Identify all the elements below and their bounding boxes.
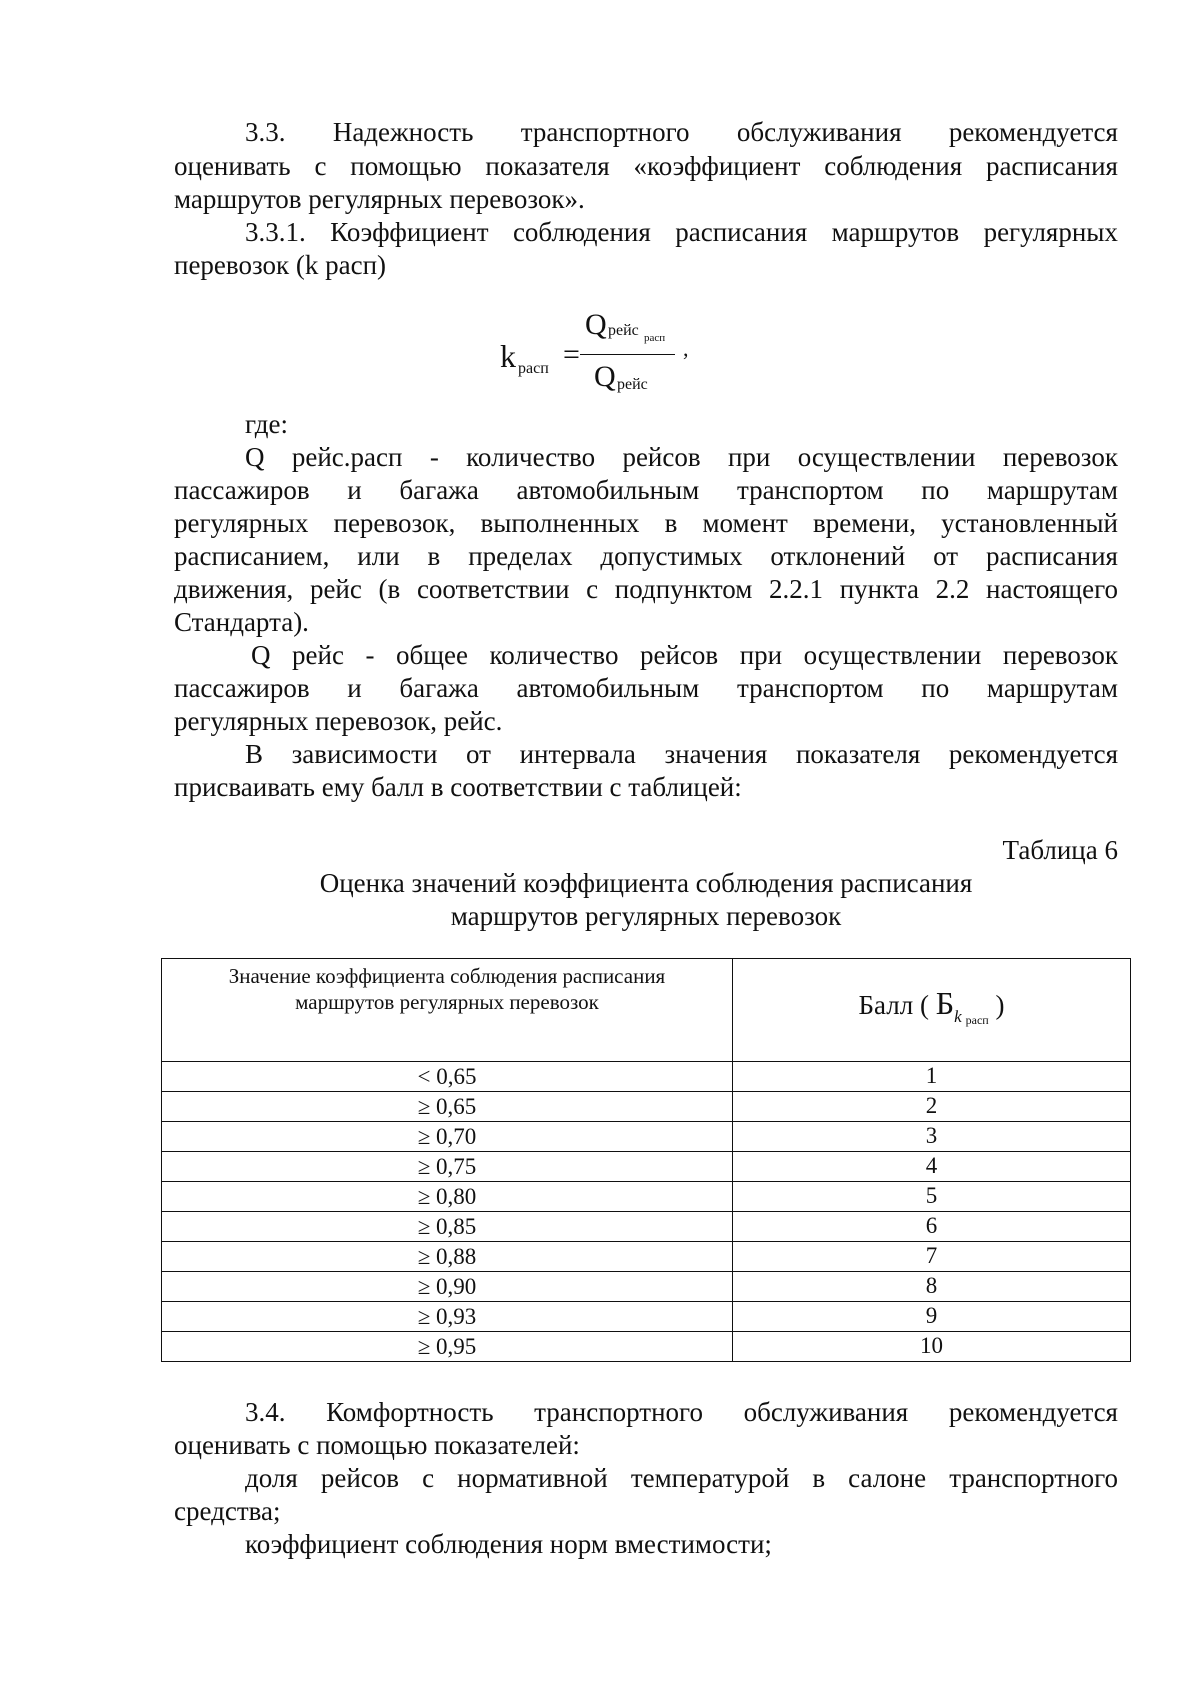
table-header-score-suffix: ) xyxy=(995,989,1005,1020)
table-row xyxy=(162,1092,1131,1122)
formula-numerator-subscript: рейс xyxy=(608,322,639,339)
table-header-score-symbol: Б xyxy=(935,984,955,1021)
word: рекомендуется xyxy=(948,739,1118,769)
bullet-temperature-line-2: средства; xyxy=(174,1496,281,1526)
word: помощью xyxy=(350,151,462,181)
word: транспортного xyxy=(949,1463,1118,1493)
word: рекомендуется xyxy=(948,117,1118,147)
formula-k-rasp xyxy=(480,300,700,410)
table-cell-value: ≥ 0,80 xyxy=(162,1182,733,1212)
word: транспортного xyxy=(520,117,690,147)
word: осуществлении xyxy=(803,640,982,670)
table-row xyxy=(162,1302,1131,1332)
paragraph-3-3-line-1 xyxy=(245,116,1118,148)
word: рейс.расп xyxy=(291,442,403,472)
word: количество xyxy=(489,640,619,670)
word: или xyxy=(357,541,400,571)
word: в xyxy=(664,508,678,538)
word: салоне xyxy=(848,1463,927,1493)
word: значения xyxy=(664,739,768,769)
definition-q-rasp-line-3 xyxy=(174,507,1118,539)
word: - xyxy=(429,442,439,472)
word: перевозок, xyxy=(333,508,456,538)
word: с xyxy=(422,1463,435,1493)
paragraph-3-4-line-1 xyxy=(245,1396,1118,1428)
table-title-line-1: Оценка значений коэффициента соблюдения расписания xyxy=(319,868,973,898)
word: показателя xyxy=(795,739,921,769)
score-table xyxy=(161,958,1131,1362)
table-header-score xyxy=(733,959,1131,1062)
where-label: где: xyxy=(245,409,288,439)
word: 2.2.1 xyxy=(769,574,824,604)
word: времени, xyxy=(813,508,916,538)
word: подпунктом xyxy=(614,574,753,604)
word: и xyxy=(347,673,362,703)
word: транспортного xyxy=(534,1397,703,1427)
table-cell-value: ≥ 0,88 xyxy=(162,1242,733,1272)
table-header-row xyxy=(162,959,1131,1062)
word: транспортом xyxy=(736,673,884,703)
formula-comma: , xyxy=(683,336,689,361)
formula-lhs-subscript: расп xyxy=(518,360,549,377)
paragraph-3-4-line-2: оценивать с помощью показателей: xyxy=(174,1430,580,1460)
formula-numerator-subsubscript: расп xyxy=(644,332,666,344)
word: момент xyxy=(702,508,788,538)
paragraph-3-3-line-2 xyxy=(174,150,1118,182)
definition-q-line-3: регулярных перевозок, рейс. xyxy=(174,706,503,736)
word: рейсов xyxy=(639,640,719,670)
definition-q-line-1 xyxy=(251,639,1118,671)
word: маршрутов xyxy=(831,217,960,247)
word: Q xyxy=(245,442,265,472)
word: «коэффициент xyxy=(633,151,801,181)
word: рейсов xyxy=(622,442,701,472)
table-cell-value: ≥ 0,85 xyxy=(162,1212,733,1242)
table-cell-score: 6 xyxy=(733,1212,1131,1242)
word: показателя xyxy=(485,151,610,181)
word: пределах xyxy=(468,541,573,571)
word: и xyxy=(347,475,362,505)
table-cell-score: 2 xyxy=(733,1092,1131,1122)
table-cell-value: ≥ 0,90 xyxy=(162,1272,733,1302)
word: маршрутам xyxy=(986,673,1118,703)
word: по xyxy=(921,673,950,703)
table-row xyxy=(162,1242,1131,1272)
paragraph-3-3-line-3: маршрутов регулярных перевозок». xyxy=(174,184,585,214)
word: 2.2 xyxy=(935,574,970,604)
word: отклонений xyxy=(770,541,906,571)
table-header-score-subsubscript: расп xyxy=(965,1012,989,1027)
table-cell-score: 1 xyxy=(733,1062,1131,1092)
table-row xyxy=(162,1182,1131,1212)
table-cell-score: 9 xyxy=(733,1302,1131,1332)
word: 3.3. xyxy=(245,117,286,147)
word: интервала xyxy=(519,739,636,769)
table-header-value xyxy=(162,959,733,1062)
table-header-value-line-1: Значение коэффициента соблюдения расписания xyxy=(228,964,666,988)
word: рейсов xyxy=(320,1463,400,1493)
word: перевозок xyxy=(1002,442,1118,472)
word: транспортом xyxy=(736,475,884,505)
definition-q-rasp-line-2 xyxy=(174,474,1118,506)
word: температурой xyxy=(630,1463,790,1493)
word: регулярных xyxy=(174,508,309,538)
word: в xyxy=(427,541,441,571)
word: осуществлении xyxy=(797,442,976,472)
dependency-line-1 xyxy=(245,738,1118,770)
table-number: Таблица 6 xyxy=(1002,835,1118,865)
table-cell-score: 3 xyxy=(733,1122,1131,1152)
word: доля xyxy=(245,1463,298,1493)
table-cell-value: < 0,65 xyxy=(162,1062,733,1092)
word: маршрутам xyxy=(986,475,1118,505)
word: общее xyxy=(396,640,469,670)
table-cell-score: 10 xyxy=(733,1332,1131,1362)
word: (в xyxy=(378,574,401,604)
word: пассажиров xyxy=(174,673,310,703)
table-cell-value: ≥ 0,93 xyxy=(162,1302,733,1332)
formula-equals: = xyxy=(563,338,580,371)
word: рекомендуется xyxy=(948,1397,1118,1427)
word: обслуживания xyxy=(743,1397,909,1427)
word: Надежность xyxy=(332,117,474,147)
word: регулярных xyxy=(983,217,1118,247)
word: Коэффициент xyxy=(330,217,489,247)
word: перевозок xyxy=(1002,640,1118,670)
table-row xyxy=(162,1062,1131,1092)
bullet-capacity: коэффициент соблюдения норм вместимости; xyxy=(245,1529,772,1559)
table-row xyxy=(162,1332,1131,1362)
definition-q-rasp-line-6: Стандарта). xyxy=(174,607,309,637)
table-cell-value: ≥ 0,70 xyxy=(162,1122,733,1152)
word: от xyxy=(466,739,491,769)
word: при xyxy=(727,442,771,472)
word: автомобильным xyxy=(516,673,700,703)
word: 3.4. xyxy=(245,1397,286,1427)
table-row xyxy=(162,1152,1131,1182)
paragraph-3-3-1-line-1 xyxy=(245,216,1118,248)
formula-lhs: k xyxy=(500,338,516,374)
word: по xyxy=(921,475,950,505)
word: соответствии xyxy=(416,574,570,604)
word: от xyxy=(933,541,959,571)
word: расписания xyxy=(985,541,1118,571)
word: багажа xyxy=(399,673,479,703)
table-row xyxy=(162,1212,1131,1242)
word: количество xyxy=(466,442,596,472)
word: автомобильным xyxy=(516,475,700,505)
table-cell-score: 4 xyxy=(733,1152,1131,1182)
word: соблюдения xyxy=(824,151,963,181)
table-header-score-subscript: k xyxy=(954,1006,962,1026)
word: В xyxy=(245,739,264,769)
word: выполненных xyxy=(480,508,640,538)
table-header-score-prefix: Балл ( xyxy=(858,989,929,1020)
word: оценивать xyxy=(174,151,291,181)
word: в xyxy=(812,1463,826,1493)
fraction-bar xyxy=(580,354,675,355)
table-title-line-2: маршрутов регулярных перевозок xyxy=(450,901,842,931)
word: допустимых xyxy=(600,541,743,571)
table-row xyxy=(162,1122,1131,1152)
word: с xyxy=(586,574,599,604)
word: расписания xyxy=(675,217,808,247)
formula-denominator: Q xyxy=(594,360,616,393)
table-cell-score: 8 xyxy=(733,1272,1131,1302)
definition-q-rasp-line-1 xyxy=(245,441,1118,473)
word: зависимости xyxy=(291,739,438,769)
table-cell-score: 5 xyxy=(733,1182,1131,1212)
word: соблюдения xyxy=(512,217,651,247)
definition-q-rasp-line-4 xyxy=(174,540,1118,572)
table-cell-value: ≥ 0,95 xyxy=(162,1332,733,1362)
definition-q-rasp-line-5 xyxy=(174,573,1118,605)
formula-denominator-subscript: рейс xyxy=(617,376,648,393)
word: 3.3.1. xyxy=(245,217,306,247)
word: при xyxy=(739,640,783,670)
word: багажа xyxy=(399,475,479,505)
table-cell-score: 7 xyxy=(733,1242,1131,1272)
word: рейс xyxy=(309,574,362,604)
word: расписания xyxy=(985,151,1118,181)
word: обслуживания xyxy=(736,117,902,147)
table-row xyxy=(162,1272,1131,1302)
word: установленный xyxy=(941,508,1118,538)
word: нормативной xyxy=(457,1463,608,1493)
word: движения, xyxy=(174,574,294,604)
word: пункта xyxy=(839,574,919,604)
word: рейс xyxy=(292,640,344,670)
table-header-value-line-2: маршрутов регулярных перевозок xyxy=(295,990,599,1014)
word: - xyxy=(365,640,375,670)
word: пассажиров xyxy=(174,475,310,505)
table-cell-value: ≥ 0,65 xyxy=(162,1092,733,1122)
definition-q-line-2 xyxy=(174,672,1118,704)
table-cell-value: ≥ 0,75 xyxy=(162,1152,733,1182)
word: расписанием, xyxy=(174,541,330,571)
word: с xyxy=(314,151,327,181)
dependency-line-2: присваивать ему балл в соответствии с таблицей: xyxy=(174,772,742,802)
bullet-temperature-line-1 xyxy=(245,1462,1118,1494)
word: Комфортность xyxy=(326,1397,494,1427)
paragraph-3-3-1-line-2: перевозок (k расп) xyxy=(174,250,387,280)
word: Q xyxy=(251,640,271,670)
word: настоящего xyxy=(986,574,1118,604)
formula-numerator: Q xyxy=(585,308,607,341)
